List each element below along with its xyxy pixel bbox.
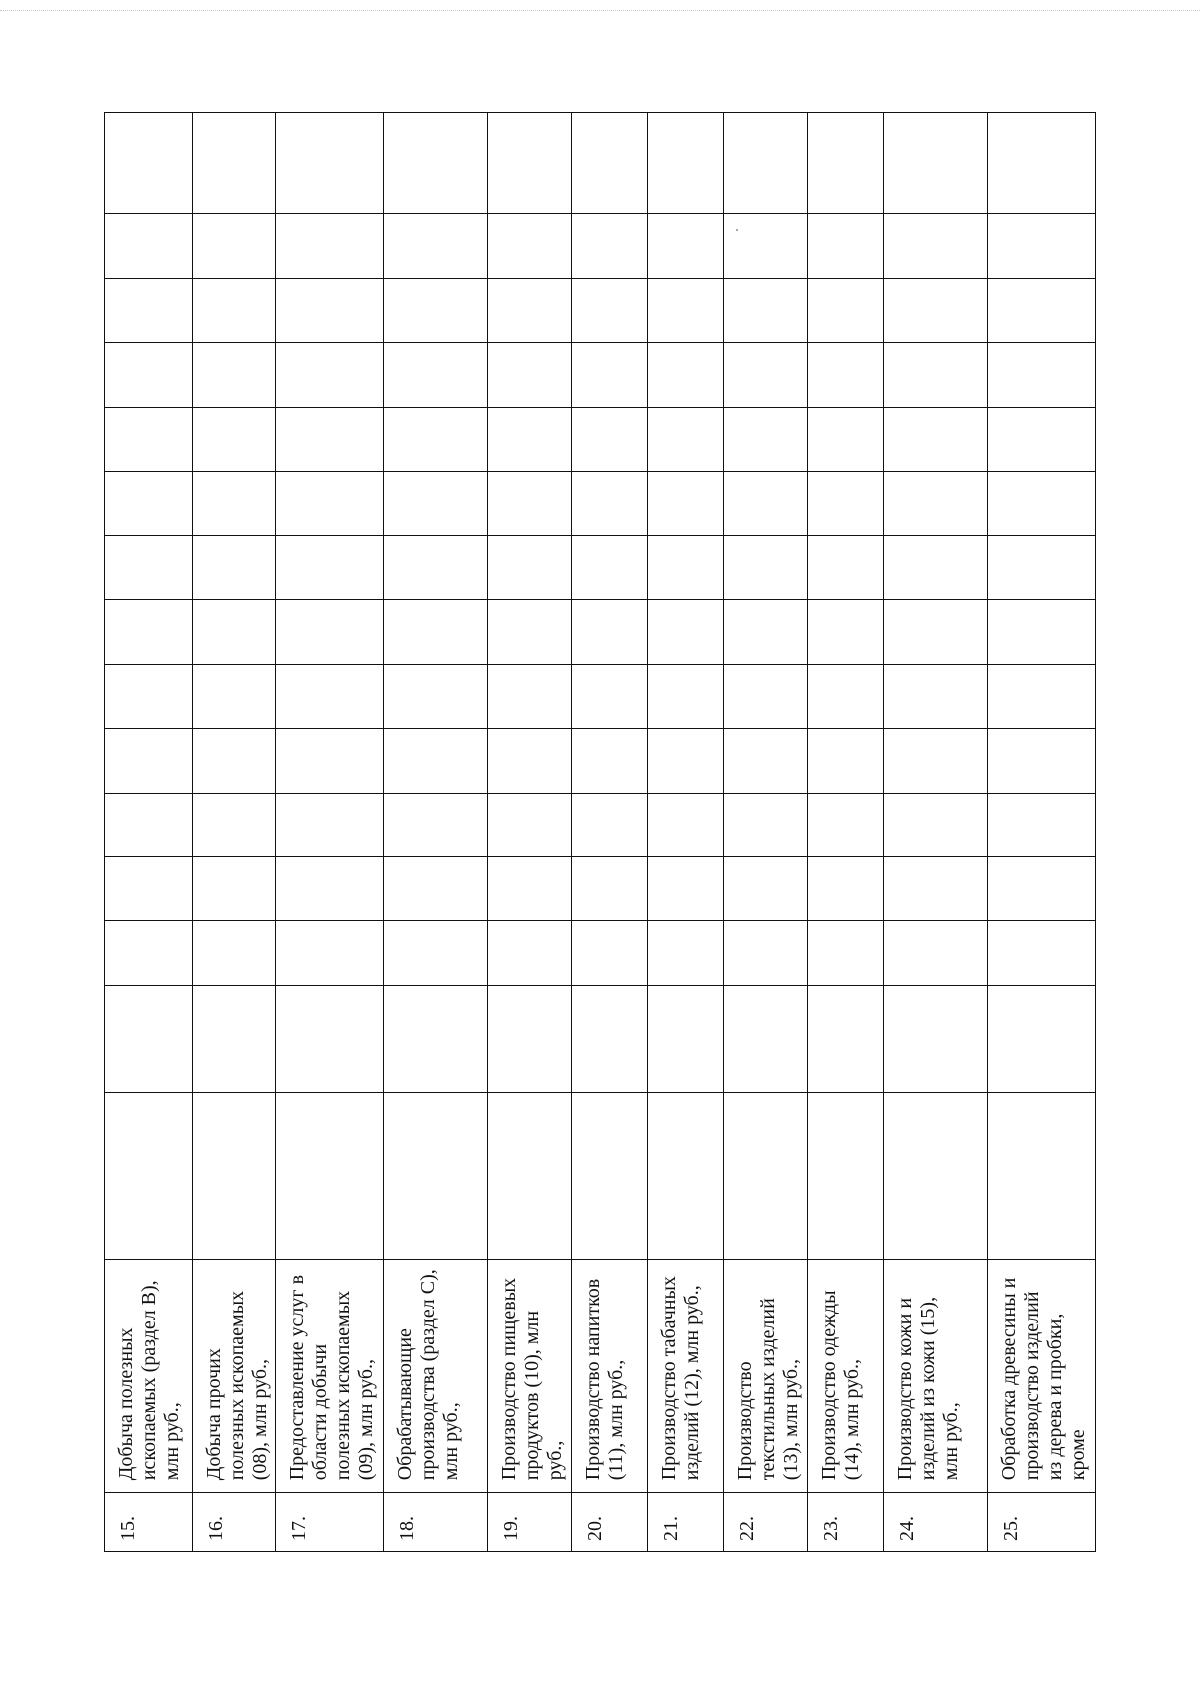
empty-value-cell xyxy=(488,471,572,536)
row-number: 18. xyxy=(383,1493,487,1552)
row-number: 21. xyxy=(647,1493,723,1552)
row-label: Предоставление услуг в области добычи полезных ископаемых (09), млн руб., xyxy=(276,1260,384,1493)
table-row xyxy=(105,113,193,1552)
empty-value-cell xyxy=(488,985,572,1092)
row-number: 23. xyxy=(807,1493,883,1552)
empty-value-cell xyxy=(383,536,487,600)
empty-value-cell xyxy=(383,279,487,343)
empty-value-cell xyxy=(105,664,193,728)
empty-value-cell xyxy=(883,793,987,857)
empty-value-cell xyxy=(883,664,987,728)
empty-value-cell xyxy=(383,407,487,471)
empty-value-cell xyxy=(807,664,883,728)
table-row xyxy=(488,113,572,1552)
row-label: Добыча прочих полезных ископаемых (08), млн руб., xyxy=(192,1260,276,1493)
empty-value-cell xyxy=(488,664,572,728)
empty-value-cell xyxy=(192,793,276,857)
data-table xyxy=(104,112,1096,1552)
empty-value-cell xyxy=(988,1093,1096,1260)
empty-value-cell xyxy=(807,214,883,279)
empty-value-cell xyxy=(883,407,987,471)
empty-value-cell xyxy=(647,279,723,343)
empty-value-cell xyxy=(988,728,1096,793)
empty-value-cell xyxy=(724,600,808,665)
empty-value-cell xyxy=(276,471,384,536)
empty-value-cell xyxy=(276,279,384,343)
empty-value-cell xyxy=(192,214,276,279)
empty-value-cell xyxy=(807,407,883,471)
table-row xyxy=(807,113,883,1552)
empty-value-cell xyxy=(383,113,487,214)
empty-value-cell xyxy=(571,600,647,665)
empty-value-cell xyxy=(647,857,723,921)
empty-value-cell xyxy=(571,279,647,343)
empty-value-cell xyxy=(383,728,487,793)
empty-value-cell xyxy=(647,407,723,471)
empty-value-cell xyxy=(276,664,384,728)
empty-value-cell xyxy=(807,793,883,857)
row-label: Производство кожи и изделий из кожи (15), млн руб., xyxy=(883,1260,987,1493)
empty-value-cell xyxy=(488,921,572,986)
empty-value-cell xyxy=(192,600,276,665)
empty-value-cell xyxy=(192,471,276,536)
empty-value-cell xyxy=(383,921,487,986)
empty-value-cell xyxy=(192,664,276,728)
empty-value-cell xyxy=(807,279,883,343)
empty-value-cell xyxy=(105,600,193,665)
empty-value-cell xyxy=(883,921,987,986)
empty-value-cell xyxy=(647,600,723,665)
empty-value-cell xyxy=(571,985,647,1092)
empty-value-cell xyxy=(276,1093,384,1260)
empty-value-cell xyxy=(724,985,808,1092)
empty-value-cell xyxy=(192,279,276,343)
row-number: 17. xyxy=(276,1493,384,1552)
empty-value-cell xyxy=(724,857,808,921)
empty-value-cell xyxy=(571,342,647,407)
empty-value-cell xyxy=(883,342,987,407)
empty-value-cell xyxy=(383,664,487,728)
empty-value-cell xyxy=(105,407,193,471)
empty-value-cell xyxy=(105,793,193,857)
empty-value-cell xyxy=(988,793,1096,857)
empty-value-cell xyxy=(276,728,384,793)
empty-value-cell xyxy=(488,113,572,214)
empty-value-cell xyxy=(105,471,193,536)
empty-value-cell xyxy=(383,471,487,536)
empty-value-cell xyxy=(276,921,384,986)
table-row xyxy=(883,113,987,1552)
empty-value-cell xyxy=(105,857,193,921)
empty-value-cell xyxy=(883,857,987,921)
empty-value-cell xyxy=(807,342,883,407)
empty-value-cell xyxy=(988,279,1096,343)
empty-value-cell xyxy=(647,1093,723,1260)
empty-value-cell xyxy=(105,1093,193,1260)
empty-value-cell xyxy=(276,113,384,214)
empty-value-cell xyxy=(276,793,384,857)
empty-value-cell xyxy=(724,214,808,279)
empty-value-cell xyxy=(383,214,487,279)
empty-value-cell xyxy=(724,407,808,471)
empty-value-cell xyxy=(807,921,883,986)
empty-value-cell xyxy=(276,342,384,407)
empty-value-cell xyxy=(276,600,384,665)
empty-value-cell xyxy=(807,600,883,665)
empty-value-cell xyxy=(571,536,647,600)
empty-value-cell xyxy=(883,214,987,279)
row-label: Производство пищевых продуктов (10), млн руб., xyxy=(488,1260,572,1493)
empty-value-cell xyxy=(192,728,276,793)
empty-value-cell xyxy=(988,471,1096,536)
empty-value-cell xyxy=(192,1093,276,1260)
row-number: 16. xyxy=(192,1493,276,1552)
empty-value-cell xyxy=(105,536,193,600)
empty-value-cell xyxy=(807,536,883,600)
empty-value-cell xyxy=(571,728,647,793)
row-label: Обработка древесины и производство изделий из дерева и пробки, кроме xyxy=(988,1260,1096,1493)
row-number: 22. xyxy=(724,1493,808,1552)
empty-value-cell xyxy=(488,407,572,471)
empty-value-cell xyxy=(383,600,487,665)
empty-value-cell xyxy=(807,728,883,793)
table-row xyxy=(571,113,647,1552)
empty-value-cell xyxy=(988,600,1096,665)
empty-value-cell xyxy=(488,728,572,793)
empty-value-cell xyxy=(883,113,987,214)
empty-value-cell xyxy=(647,728,723,793)
empty-value-cell xyxy=(571,664,647,728)
empty-value-cell xyxy=(807,857,883,921)
empty-value-cell xyxy=(988,342,1096,407)
empty-value-cell xyxy=(988,407,1096,471)
row-label: Производство напитков (11), млн руб., xyxy=(571,1260,647,1493)
empty-value-cell xyxy=(988,857,1096,921)
empty-value-cell xyxy=(383,985,487,1092)
row-label: Добыча полезных ископаемых (раздел B), млн руб., xyxy=(105,1260,193,1493)
empty-value-cell xyxy=(647,536,723,600)
empty-value-cell xyxy=(488,214,572,279)
table-row xyxy=(276,113,384,1552)
empty-value-cell xyxy=(883,471,987,536)
row-number: 20. xyxy=(571,1493,647,1552)
empty-value-cell xyxy=(724,793,808,857)
empty-value-cell xyxy=(571,921,647,986)
empty-value-cell xyxy=(276,857,384,921)
table-sheet xyxy=(104,112,1096,1552)
empty-value-cell xyxy=(571,857,647,921)
empty-value-cell xyxy=(488,279,572,343)
empty-value-cell xyxy=(192,536,276,600)
empty-value-cell xyxy=(807,1093,883,1260)
empty-value-cell xyxy=(276,536,384,600)
row-label: Производство текстильных изделий (13), млн руб., xyxy=(724,1260,808,1493)
empty-value-cell xyxy=(383,1093,487,1260)
empty-value-cell xyxy=(988,664,1096,728)
empty-value-cell xyxy=(488,342,572,407)
empty-value-cell xyxy=(105,113,193,214)
empty-value-cell xyxy=(988,113,1096,214)
empty-value-cell xyxy=(647,471,723,536)
empty-value-cell xyxy=(647,793,723,857)
empty-value-cell xyxy=(276,985,384,1092)
row-label: Производство одежды (14), млн руб., xyxy=(807,1260,883,1493)
empty-value-cell xyxy=(276,214,384,279)
empty-value-cell xyxy=(488,600,572,665)
empty-value-cell xyxy=(724,728,808,793)
empty-value-cell xyxy=(105,279,193,343)
empty-value-cell xyxy=(883,1093,987,1260)
empty-value-cell xyxy=(192,113,276,214)
empty-value-cell xyxy=(807,113,883,214)
table-row xyxy=(383,113,487,1552)
empty-value-cell xyxy=(276,407,384,471)
empty-value-cell xyxy=(724,664,808,728)
empty-value-cell xyxy=(571,113,647,214)
empty-value-cell xyxy=(724,1093,808,1260)
empty-value-cell xyxy=(192,407,276,471)
empty-value-cell xyxy=(647,214,723,279)
row-number: 24. xyxy=(883,1493,987,1552)
empty-value-cell xyxy=(192,342,276,407)
empty-value-cell xyxy=(192,985,276,1092)
empty-value-cell xyxy=(488,857,572,921)
empty-value-cell xyxy=(988,985,1096,1092)
table-row xyxy=(192,113,276,1552)
empty-value-cell xyxy=(647,113,723,214)
scan-edge xyxy=(0,10,1200,11)
empty-value-cell xyxy=(883,279,987,343)
rotated-table-container xyxy=(104,112,1096,1552)
empty-value-cell xyxy=(105,214,193,279)
empty-value-cell xyxy=(571,407,647,471)
empty-value-cell xyxy=(488,536,572,600)
empty-value-cell xyxy=(883,536,987,600)
empty-value-cell xyxy=(192,857,276,921)
empty-value-cell xyxy=(988,921,1096,986)
row-label: Производство табачных изделий (12), млн руб., xyxy=(647,1260,723,1493)
empty-value-cell xyxy=(105,342,193,407)
empty-value-cell xyxy=(105,985,193,1092)
row-number: 15. xyxy=(105,1493,193,1552)
empty-value-cell xyxy=(488,793,572,857)
empty-value-cell xyxy=(807,985,883,1092)
table-row xyxy=(988,113,1096,1552)
empty-value-cell xyxy=(724,536,808,600)
empty-value-cell xyxy=(883,985,987,1092)
empty-value-cell xyxy=(105,921,193,986)
empty-value-cell xyxy=(883,728,987,793)
empty-value-cell xyxy=(807,471,883,536)
empty-value-cell xyxy=(571,471,647,536)
empty-value-cell xyxy=(883,600,987,665)
empty-value-cell xyxy=(988,536,1096,600)
row-number: 25. xyxy=(988,1493,1096,1552)
row-label: Обрабатывающие производства (раздел C), млн руб., xyxy=(383,1260,487,1493)
empty-value-cell xyxy=(724,113,808,214)
empty-value-cell xyxy=(724,342,808,407)
empty-value-cell xyxy=(647,664,723,728)
row-number: 19. xyxy=(488,1493,572,1552)
empty-value-cell xyxy=(383,857,487,921)
empty-value-cell xyxy=(988,214,1096,279)
empty-value-cell xyxy=(724,921,808,986)
empty-value-cell xyxy=(383,793,487,857)
empty-value-cell xyxy=(105,728,193,793)
empty-value-cell xyxy=(571,1093,647,1260)
table-row xyxy=(647,113,723,1552)
empty-value-cell xyxy=(383,342,487,407)
empty-value-cell xyxy=(571,214,647,279)
table-row xyxy=(724,113,808,1552)
empty-value-cell xyxy=(647,985,723,1092)
empty-value-cell xyxy=(724,471,808,536)
empty-value-cell xyxy=(571,793,647,857)
empty-value-cell xyxy=(488,1093,572,1260)
empty-value-cell xyxy=(647,342,723,407)
empty-value-cell xyxy=(647,921,723,986)
empty-value-cell xyxy=(192,921,276,986)
empty-value-cell xyxy=(724,279,808,343)
